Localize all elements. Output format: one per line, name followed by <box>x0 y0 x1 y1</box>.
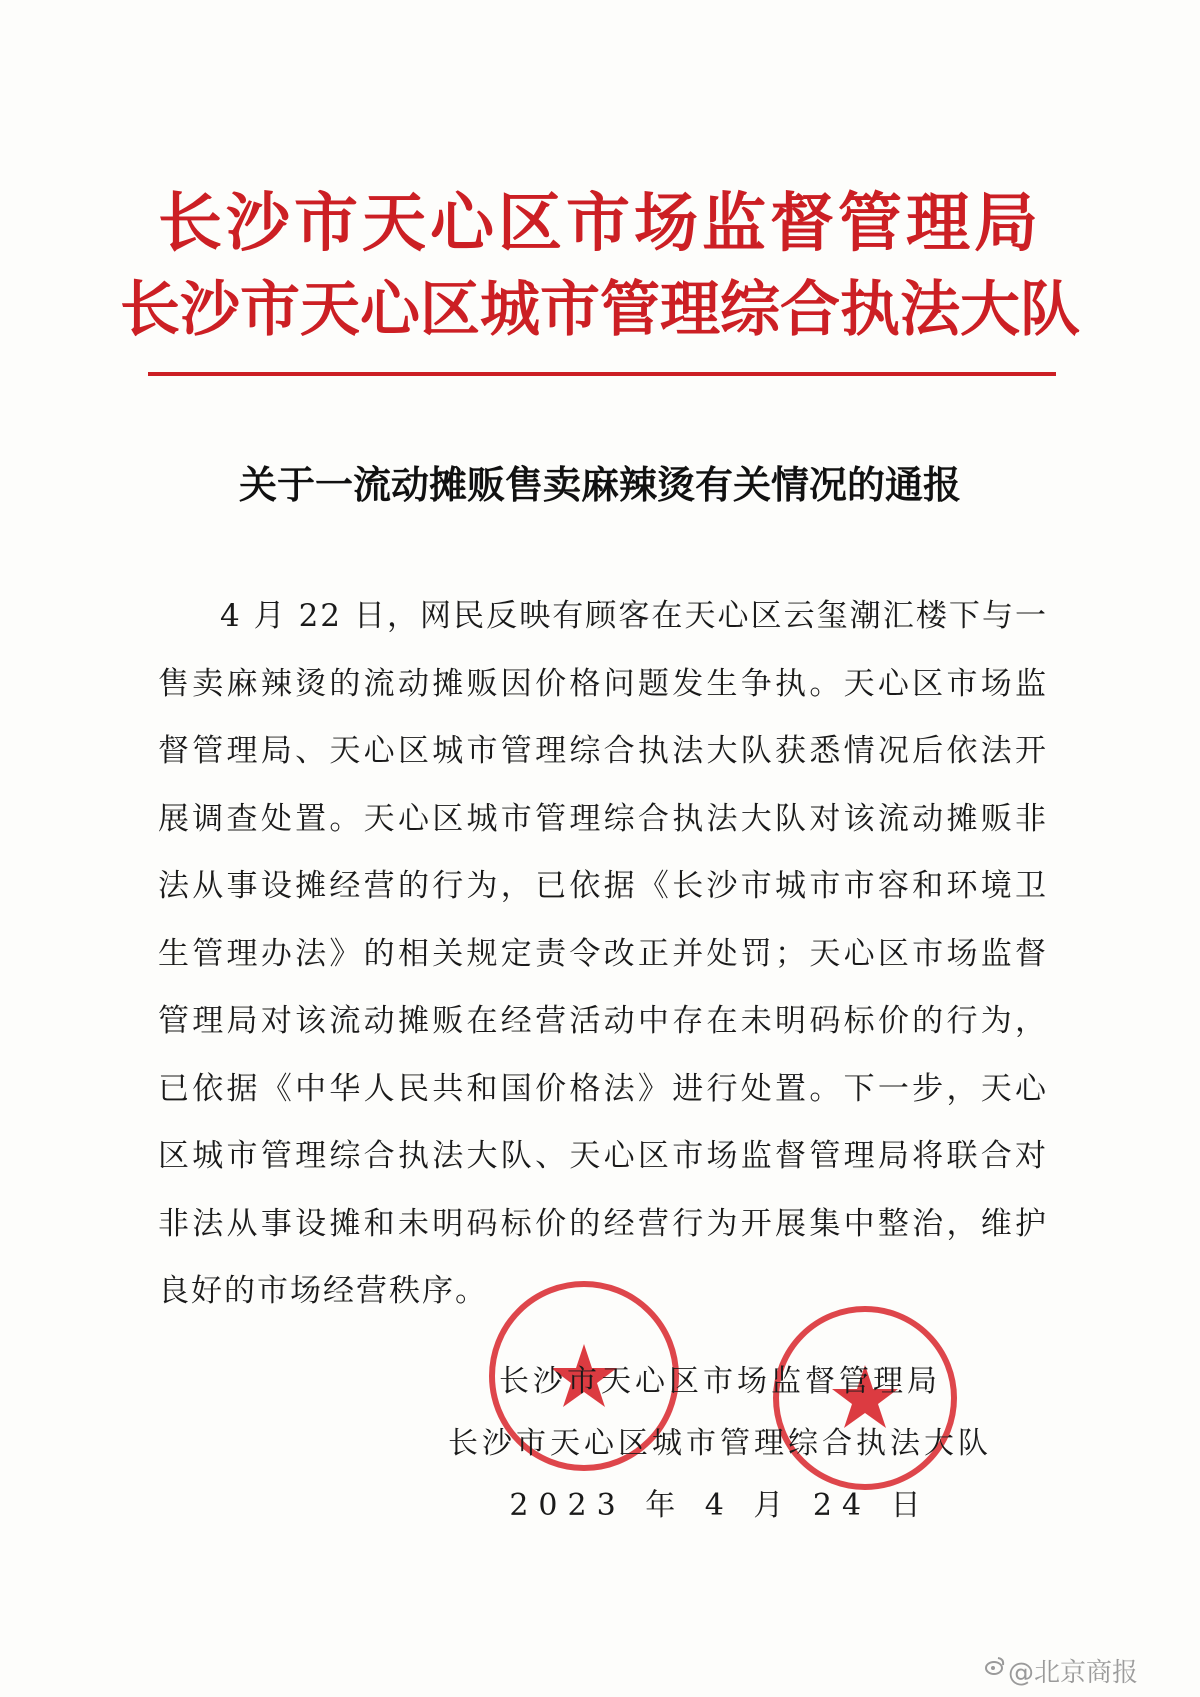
weibo-icon <box>985 1655 1005 1677</box>
signature-org-2: 长沙市天心区城市管理综合执法大队 <box>448 1426 992 1461</box>
issuer-header-line-2: 长沙市天心区城市管理综合执法大队 <box>120 275 1080 345</box>
watermark-source: @北京商报 <box>1008 1658 1139 1688</box>
red-divider-line <box>148 372 1056 376</box>
document-title: 关于一流动摊贩售卖麻辣烫有关情况的通报 <box>238 462 961 507</box>
signature-org-1: 长沙市天心区市场监督管理局 <box>499 1364 941 1399</box>
signature-date: 2023 年 4 月 24 日 <box>509 1488 931 1523</box>
document-body: 4 月 22 日，网民反映有顾客在天心区云玺潮汇楼下与一售卖麻辣烫的流动摊贩因价格问题发生争执。天心区市场监督管理局、天心区城市管理综合执法大队获悉情况后依法开展调查处置。天心区城市管理综合执法大队对该流动摊贩非法从事设摊经营的行为，已依据《长沙市城市市容和环境卫生管理办法》的相关规定责令改正并处罚；天心区市场监督管理局对该流动摊贩在经营活动中存在未明码标价的行为，已依据《中华人民共和国价格法》进行处置。下一步，天心区城市管理综合执法大队、天心区市场监督管理局将联合对非法从事设摊和未明码标价的经营行为开展集中整治，维护良好的市场经营秩序。 <box>158 598 1048 1309</box>
issuer-header-line-1: 长沙市天心区市场监督管理局 <box>158 186 1042 261</box>
